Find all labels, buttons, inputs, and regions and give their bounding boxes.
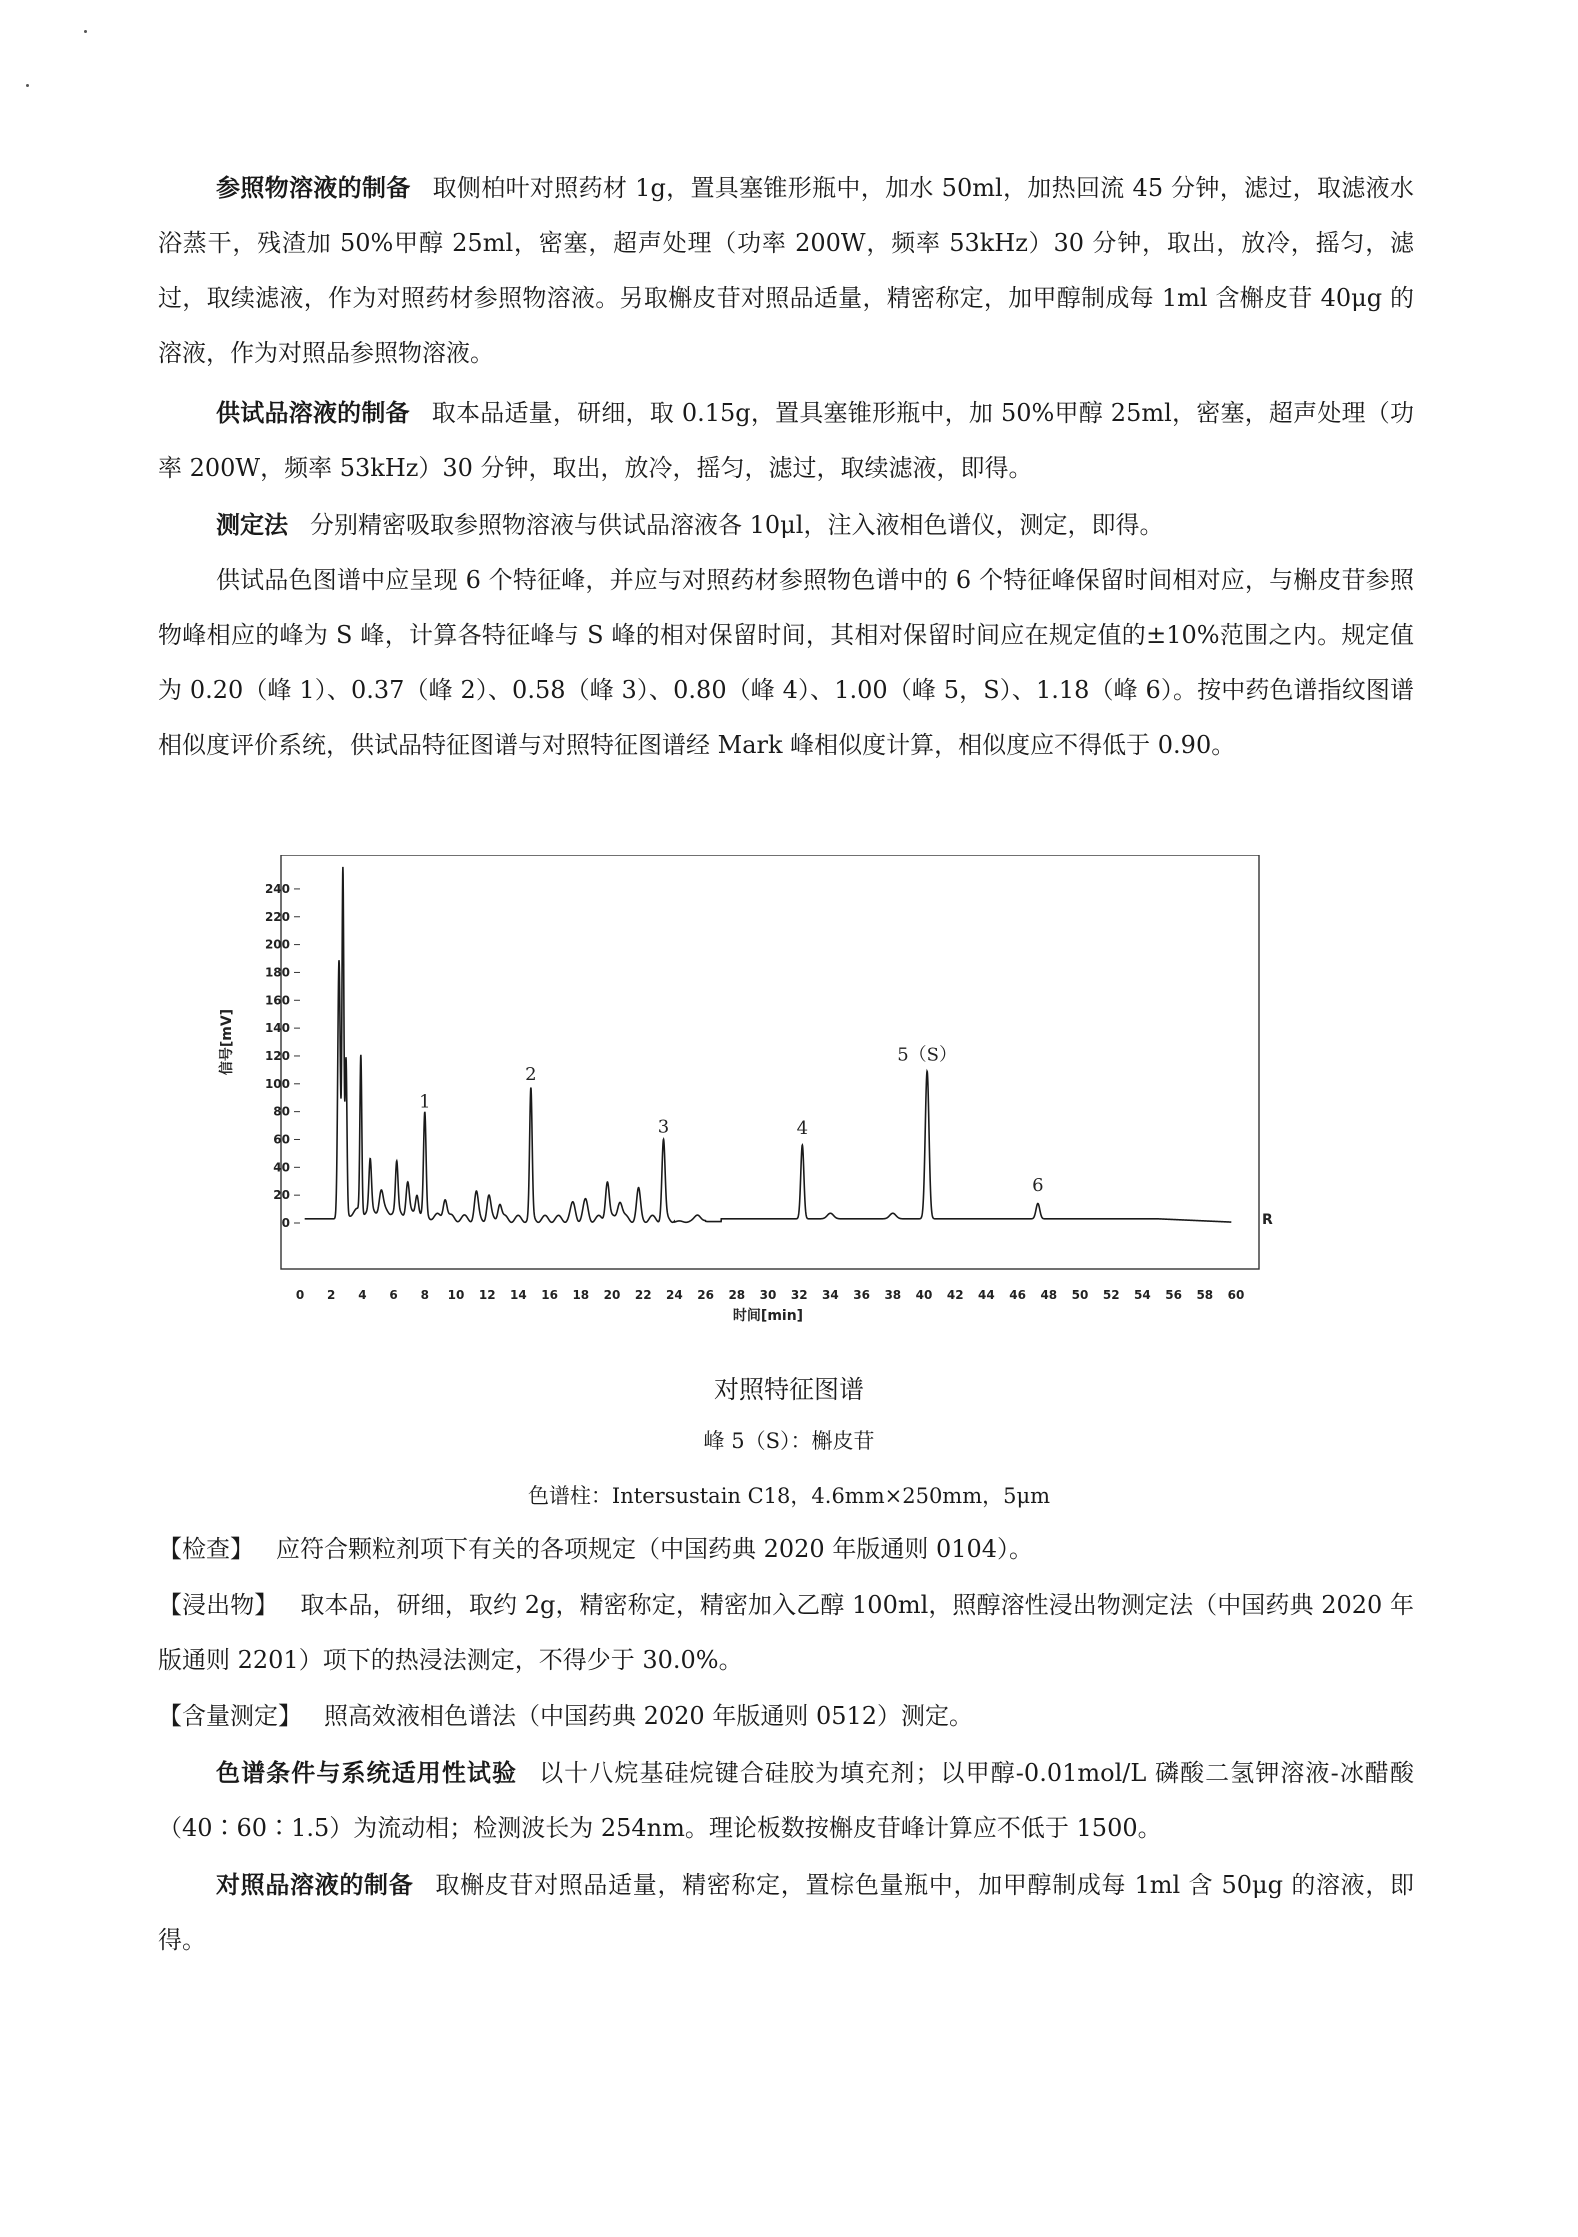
x-tick-label: 0	[295, 1288, 305, 1302]
paragraph-text: 取侧柏叶对照药材 1g，置具塞锥形瓶中，加水 50ml，加热回流 45 分钟，滤过，取滤液水浴蒸干，残渣加 50%甲醇 25ml，密塞，超声处理（功率 200W，频率 53kHz）30 分钟，取出，放冷，摇匀，滤过，取续滤液，作为对照药材参照物溶液。另取槲皮苷对照品适量，精密称定，加甲醇制成每 1ml 含槲皮苷 40μg 的溶液，作为对照品参照物溶液。	[158, 174, 1414, 367]
y-tick-label: 240	[264, 881, 290, 896]
x-tick-label: 26	[697, 1288, 714, 1302]
y-tick-label: 120	[264, 1048, 290, 1063]
paragraph-method	[158, 497, 1414, 553]
peak-label: 1	[419, 1091, 431, 1113]
peak-label: 5（S）	[897, 1044, 958, 1066]
chromatogram-svg	[200, 855, 1300, 1345]
paragraph-reference-solution	[158, 160, 1414, 381]
paragraph-text: 供试品色图谱中应呈现 6 个特征峰，并应与对照药材参照物色谱中的 6 个特征峰保留时间相对应，与槲皮苷参照物峰相应的峰为 S 峰，计算各特征峰与 S 峰的相对保留时间，其相对保留时间应在规定值的±10%范围之内。规定值为 0.20（峰 1）、0.37（峰 2）、0.58（峰 3）、0.80（峰 4）、1.00（峰 5，S）、1.18（峰 6）。按中药色谱指纹图谱相似度评价系统，供试品特征图谱与对照特征图谱经 Mark 峰相似度计算，相似度应不得低于 0.90。	[158, 566, 1414, 759]
paragraph-text: 分别精密吸取参照物溶液与供试品溶液各 10μl，注入液相色谱仪，测定，即得。	[310, 511, 1164, 539]
y-axis-label: 信号[mV]	[219, 1008, 235, 1076]
x-tick-label: 18	[572, 1288, 590, 1302]
section-heading: 【检查】	[158, 1535, 254, 1563]
x-tick-label: 24	[666, 1288, 683, 1302]
y-tick-label: 200	[264, 937, 290, 952]
x-tick-label: 42	[946, 1288, 964, 1302]
x-tick-label: 60	[1227, 1288, 1245, 1302]
peak-label: 6	[1032, 1175, 1044, 1197]
y-tick-label: 180	[264, 965, 290, 980]
x-tick-label: 34	[822, 1288, 839, 1302]
x-tick-label: 48	[1040, 1288, 1058, 1302]
x-tick-label: 4	[358, 1288, 367, 1302]
scan-speck	[84, 30, 87, 33]
section-inspection	[158, 1522, 1414, 1577]
x-tick-label: 50	[1071, 1288, 1089, 1302]
section-text: 照高效液相色谱法（中国药典 2020 年版通则 0512）测定。	[324, 1702, 974, 1730]
x-tick-label: 28	[728, 1288, 746, 1302]
y-tick-label: 160	[264, 993, 290, 1008]
paragraph-peak-requirements	[158, 553, 1414, 773]
y-tick-label: 80	[273, 1104, 290, 1119]
scan-speck	[26, 84, 29, 87]
section-heading: 【浸出物】	[158, 1591, 279, 1619]
x-tick-label: 52	[1102, 1288, 1120, 1302]
x-tick-label: 30	[759, 1288, 777, 1302]
x-tick-label: 56	[1165, 1288, 1182, 1302]
chromatogram-chart	[200, 855, 1300, 1345]
paragraph-heading: 供试品溶液的制备	[216, 398, 410, 427]
x-tick-label: 10	[447, 1288, 465, 1302]
x-tick-label: 20	[603, 1288, 621, 1302]
paragraph-test-solution	[158, 385, 1414, 496]
chart-peak-note: 峰 5（S）：槲皮苷	[703, 1429, 875, 1453]
x-tick-label: 12	[478, 1288, 496, 1302]
x-tick-label: 38	[884, 1288, 902, 1302]
x-tick-label: 44	[978, 1288, 995, 1302]
y-tick-label: 60	[273, 1132, 290, 1147]
x-tick-label: 46	[1009, 1288, 1026, 1302]
peak-label: 2	[525, 1063, 537, 1085]
paragraph-chromatographic-conditions	[158, 1745, 1414, 1856]
paragraph-standard-solution	[158, 1857, 1414, 1968]
x-axis-label: 时间[min]	[732, 1308, 804, 1324]
y-tick-label: 0	[281, 1216, 290, 1230]
x-tick-label: 22	[634, 1288, 652, 1302]
x-tick-label: 58	[1196, 1288, 1214, 1302]
x-tick-label: 40	[915, 1288, 933, 1302]
corner-label: R	[1262, 1211, 1273, 1228]
paragraph-text: 取槲皮苷对照品适量，精密称定，置棕色量瓶中，加甲醇制成每 1ml 含 50μg 的溶液，即得。	[158, 1871, 1415, 1954]
section-heading: 【含量测定】	[158, 1702, 302, 1730]
chart-column-note: 色谱柱：Intersustain C18，4.6mm×250mm，5μm	[527, 1484, 1051, 1508]
section-extract	[158, 1578, 1414, 1688]
x-tick-label: 54	[1134, 1288, 1151, 1302]
x-tick-label: 2	[327, 1288, 336, 1302]
paragraph-heading: 测定法	[216, 510, 288, 539]
y-tick-label: 220	[264, 909, 290, 924]
x-tick-label: 32	[790, 1288, 808, 1302]
paragraph-text: 取本品适量，研细，取 0.15g，置具塞锥形瓶中，加 50%甲醇 25ml，密塞，超声处理（功率 200W，频率 53kHz）30 分钟，取出，放冷，摇匀，滤过，取续滤液，即得。	[158, 399, 1414, 482]
x-tick-label: 14	[510, 1288, 527, 1302]
y-tick-label: 100	[264, 1076, 290, 1091]
section-text: 取本品，研细，取约 2g，精密称定，精密加入乙醇 100ml，照醇溶性浸出物测定法（中国药典 2020 年版通则 2201）项下的热浸法测定，不得少于 30.0%。	[158, 1591, 1415, 1674]
y-tick-label: 40	[273, 1160, 290, 1175]
paragraph-heading: 对照品溶液的制备	[216, 1870, 414, 1899]
paragraph-heading: 色谱条件与系统适用性试验	[216, 1758, 518, 1787]
paragraph-heading: 参照物溶液的制备	[216, 173, 411, 202]
x-tick-label: 8	[420, 1288, 429, 1302]
chart-title: 对照特征图谱	[713, 1375, 864, 1404]
peak-label: 3	[657, 1116, 670, 1138]
peak-label: 4	[796, 1118, 809, 1140]
chromatogram-trace	[305, 867, 1232, 1222]
section-assay	[158, 1689, 1414, 1744]
x-tick-label: 6	[389, 1288, 398, 1302]
y-tick-label: 20	[273, 1188, 290, 1203]
section-text: 应符合颗粒剂项下有关的各项规定（中国药典 2020 年版通则 0104）。	[276, 1535, 1034, 1563]
x-tick-label: 16	[541, 1288, 558, 1302]
y-tick-label: 140	[264, 1021, 290, 1036]
x-tick-label: 36	[853, 1288, 870, 1302]
paragraph-text: 以十八烷基硅烷键合硅胶为填充剂；以甲醇-0.01mol/L 磷酸二氢钾溶液-冰醋酸（40∶60∶1.5）为流动相；检测波长为 254nm。理论板数按槲皮苷峰计算应不低于 1500。	[158, 1759, 1414, 1842]
